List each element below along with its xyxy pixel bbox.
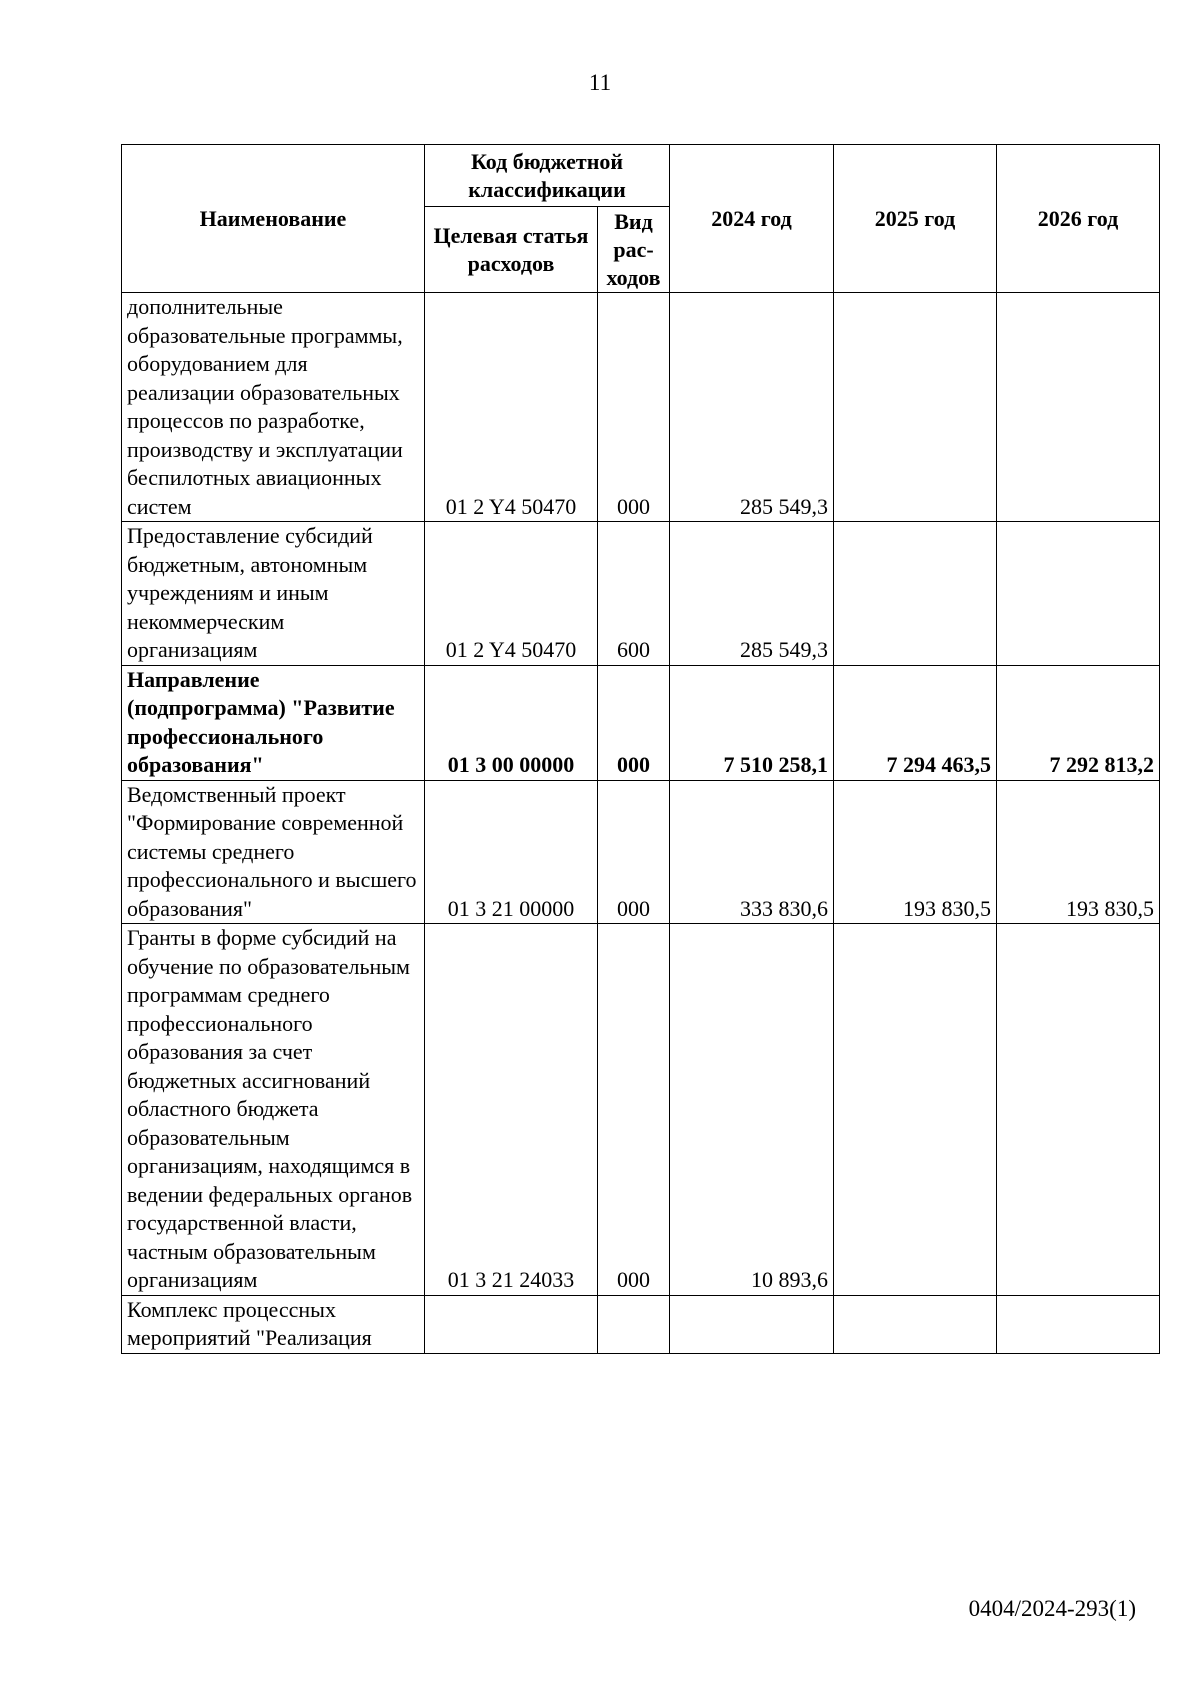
row-2024: 285 549,3: [670, 293, 834, 522]
row-expense-type: [598, 1295, 670, 1353]
row-2026: 7 292 813,2: [997, 665, 1160, 780]
row-code: 01 2 Y4 50470: [425, 522, 598, 666]
header-name: Наименование: [122, 145, 425, 293]
header-2024: 2024 год: [670, 145, 834, 293]
row-name: Предоставление субсидий бюджетным, автономным учреждениям и иным некоммерческим организациям: [122, 522, 425, 666]
row-code: 01 3 21 00000: [425, 780, 598, 924]
row-code: 01 2 Y4 50470: [425, 293, 598, 522]
row-expense-type: 600: [598, 522, 670, 666]
row-expense-type: 000: [598, 780, 670, 924]
row-name: Ведомственный проект "Формирование современной системы среднего профессионального и высшего образования": [122, 780, 425, 924]
row-2024: 7 510 258,1: [670, 665, 834, 780]
row-2026: 193 830,5: [997, 780, 1160, 924]
row-2026: [997, 293, 1160, 522]
header-expense-type: Вид рас-ходов: [598, 207, 670, 293]
page-number: 11: [588, 70, 612, 95]
row-2025: 193 830,5: [834, 780, 997, 924]
budget-table: [121, 144, 1160, 1354]
row-expense-type: 000: [598, 665, 670, 780]
row-2024: [670, 1295, 834, 1353]
row-name: дополнительные образовательные программы, оборудованием для реализации образовательных процессов по разработке, производству и эксплуатации беспилотных авиационных систем: [122, 293, 425, 522]
table-row: [122, 1295, 1160, 1353]
row-2026: [997, 1295, 1160, 1353]
row-name: Гранты в форме субсидий на обучение по образовательным программам среднего профессионального образования за счет бюджетных ассигнований областного бюджета образовательным организациям, находящимся в ведении федеральных органов государственной власти, частным образовательным организациям: [122, 924, 425, 1296]
row-code: 01 3 21 24033: [425, 924, 598, 1296]
header-2025: 2025 год: [834, 145, 997, 293]
row-name: Комплекс процессных мероприятий "Реализация: [122, 1295, 425, 1353]
row-2025: [834, 924, 997, 1296]
row-2025: [834, 1295, 997, 1353]
row-2026: [997, 924, 1160, 1296]
table-row: [122, 780, 1160, 924]
table-row: [122, 665, 1160, 780]
row-2025: [834, 522, 997, 666]
row-2024: 285 549,3: [670, 522, 834, 666]
header-2026: 2026 год: [997, 145, 1160, 293]
row-expense-type: 000: [598, 924, 670, 1296]
table-row: [122, 522, 1160, 666]
row-code: [425, 1295, 598, 1353]
header-target-article: Целевая статья расходов: [425, 207, 598, 293]
row-2025: 7 294 463,5: [834, 665, 997, 780]
row-expense-type: 000: [598, 293, 670, 522]
row-2026: [997, 522, 1160, 666]
row-2025: [834, 293, 997, 522]
row-2024: 10 893,6: [670, 924, 834, 1296]
row-2024: 333 830,6: [670, 780, 834, 924]
row-code: 01 3 00 00000: [425, 665, 598, 780]
table-row: [122, 924, 1160, 1296]
document-code: 0404/2024-293(1): [968, 1596, 1136, 1621]
table-row: [122, 293, 1160, 522]
row-name: Направление (подпрограмма) "Развитие профессионального образования": [122, 665, 425, 780]
header-code-group: Код бюджетной классификации: [425, 145, 670, 207]
